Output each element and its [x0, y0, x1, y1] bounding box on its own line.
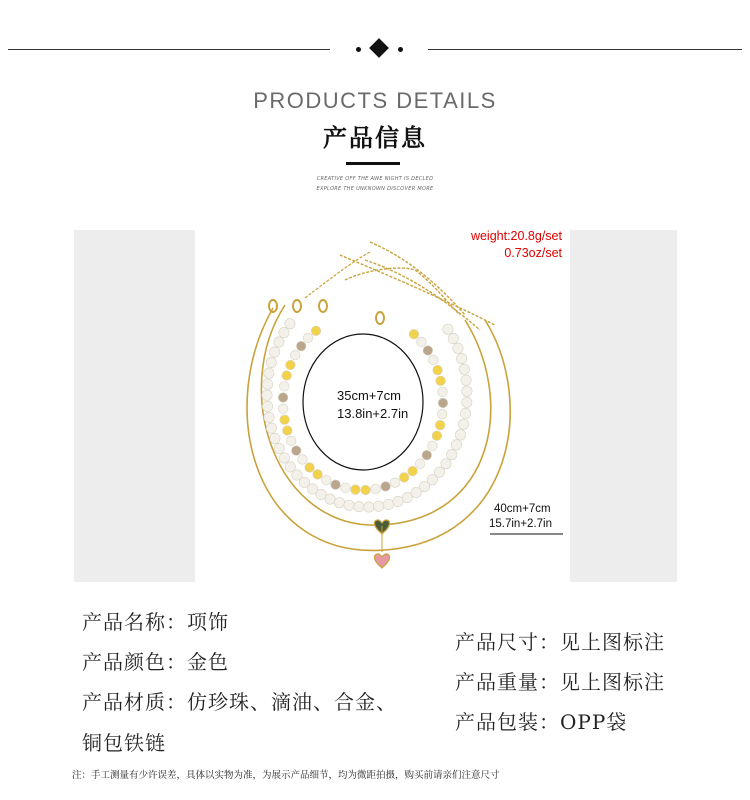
- color-bead: [429, 355, 439, 365]
- script-line-1: CREATIVE OFF THE AWE NIGHT IS DECLED: [316, 176, 434, 182]
- pearl-bead: [354, 501, 364, 511]
- pearl-bead: [279, 453, 289, 463]
- dot-right-icon: [398, 47, 403, 52]
- pearl-bead: [451, 440, 461, 450]
- color-bead: [432, 431, 442, 441]
- weight-label-g: weight:20.8g/set: [470, 229, 562, 243]
- color-bead: [423, 346, 433, 356]
- color-bead: [351, 485, 361, 495]
- pearl-bead: [434, 467, 444, 477]
- color-bead: [303, 333, 313, 343]
- spec-material-cont: 铜包铁链: [82, 731, 166, 755]
- pearl-bead: [461, 375, 471, 385]
- pearl-bead: [344, 500, 354, 510]
- color-bead: [428, 441, 438, 451]
- panel-right: [570, 230, 677, 582]
- spec-size: 产品尺寸：见上图标注: [455, 630, 665, 654]
- color-bead: [436, 376, 446, 386]
- panel-left: [74, 230, 195, 582]
- pearl-bead: [325, 494, 335, 504]
- pearl-bead: [458, 419, 468, 429]
- color-bead: [341, 483, 351, 493]
- outer-size-cm: 40cm+7cm: [494, 503, 551, 515]
- pearl-bead: [374, 501, 384, 511]
- pearl-bead: [456, 353, 466, 363]
- inner-size-in: 13.8in+2.7in: [337, 406, 409, 421]
- color-bead: [361, 485, 371, 495]
- pearl-bead: [262, 379, 272, 389]
- pearl-bead: [274, 337, 284, 347]
- color-bead: [371, 484, 381, 494]
- pearl-bead: [460, 408, 470, 418]
- pearl-bead: [334, 498, 344, 508]
- pearl-bead: [279, 327, 289, 337]
- dot-left-icon: [356, 47, 361, 52]
- color-bead: [399, 473, 409, 483]
- color-bead: [331, 480, 341, 490]
- color-bead: [437, 409, 447, 419]
- pearl-bead: [459, 364, 469, 374]
- pearl-bead: [443, 324, 453, 334]
- page-title-cn: 产品信息: [323, 124, 427, 152]
- pearl-bead: [441, 459, 451, 469]
- color-bead: [278, 393, 288, 403]
- page-title-en: PRODUCTS DETAILS: [253, 88, 497, 113]
- spec-package: 产品包装：OPP袋: [455, 710, 628, 734]
- footer-note: 注：手工测量有少许误差，具体以实物为准，为展示产品细节，均为微距拍摄，购买前请亲们注意尺寸: [72, 770, 500, 781]
- inner-size-cm: 35cm+7cm: [337, 388, 401, 403]
- pearl-bead: [270, 433, 280, 443]
- color-bead: [283, 426, 293, 436]
- color-bead: [292, 446, 302, 456]
- color-bead: [298, 455, 308, 465]
- color-bead: [290, 350, 300, 360]
- color-bead: [435, 420, 445, 430]
- pearl-bead: [285, 318, 295, 328]
- pearl-bead: [274, 443, 284, 453]
- color-bead: [438, 398, 448, 408]
- pearl-bead: [453, 343, 463, 353]
- pearl-bead: [455, 430, 465, 440]
- color-bead: [280, 415, 290, 425]
- pearl-bead: [383, 499, 393, 509]
- color-bead: [390, 478, 400, 488]
- color-bead: [408, 466, 418, 476]
- spec-weight: 产品重量：见上图标注: [455, 670, 665, 694]
- color-bead: [417, 337, 427, 347]
- pearl-bead: [266, 423, 276, 433]
- color-bead: [311, 326, 321, 336]
- diamond-icon: [369, 38, 389, 58]
- color-bead: [286, 360, 296, 370]
- pearl-bead: [448, 333, 458, 343]
- pearl-bead: [316, 489, 326, 499]
- color-bead: [409, 329, 419, 339]
- color-bead: [282, 371, 292, 381]
- header-rule-right: [428, 49, 742, 50]
- pearl-bead: [447, 449, 457, 459]
- pearl-bead: [262, 401, 272, 411]
- color-bead: [286, 436, 296, 446]
- color-bead: [415, 459, 425, 469]
- color-bead: [313, 470, 323, 480]
- header-rule-left: [8, 49, 330, 50]
- pearl-bead: [264, 412, 274, 422]
- pearl-bead: [264, 368, 274, 378]
- pink-heart-pendant: [374, 554, 389, 568]
- color-bead: [278, 404, 288, 414]
- script-line-2: EXPLORE THE UNKNOWN DISCOVER MORE: [316, 186, 434, 192]
- pearl-bead: [266, 357, 276, 367]
- spec-color: 产品颜色：金色: [82, 650, 229, 674]
- color-bead: [433, 365, 443, 375]
- color-bead: [280, 382, 290, 392]
- outer-size-in: 15.7in+2.7in: [489, 518, 552, 530]
- spec-material: 产品材质：仿珍珠、滴油、合金、: [82, 690, 397, 714]
- weight-label-oz: 0.73oz/set: [504, 246, 562, 260]
- spec-name: 产品名称：项饰: [82, 610, 229, 634]
- color-bead: [438, 387, 448, 397]
- pearl-bead: [270, 347, 280, 357]
- pearl-bead: [462, 386, 472, 396]
- color-bead: [422, 450, 432, 460]
- pearl-bead: [262, 390, 272, 400]
- color-bead: [305, 463, 315, 473]
- color-bead: [296, 341, 306, 351]
- color-bead: [322, 475, 332, 485]
- pearl-bead: [462, 397, 472, 407]
- title-underbar: [346, 162, 400, 165]
- pearl-bead: [393, 496, 403, 506]
- pearl-bead: [364, 502, 374, 512]
- color-bead: [381, 482, 391, 492]
